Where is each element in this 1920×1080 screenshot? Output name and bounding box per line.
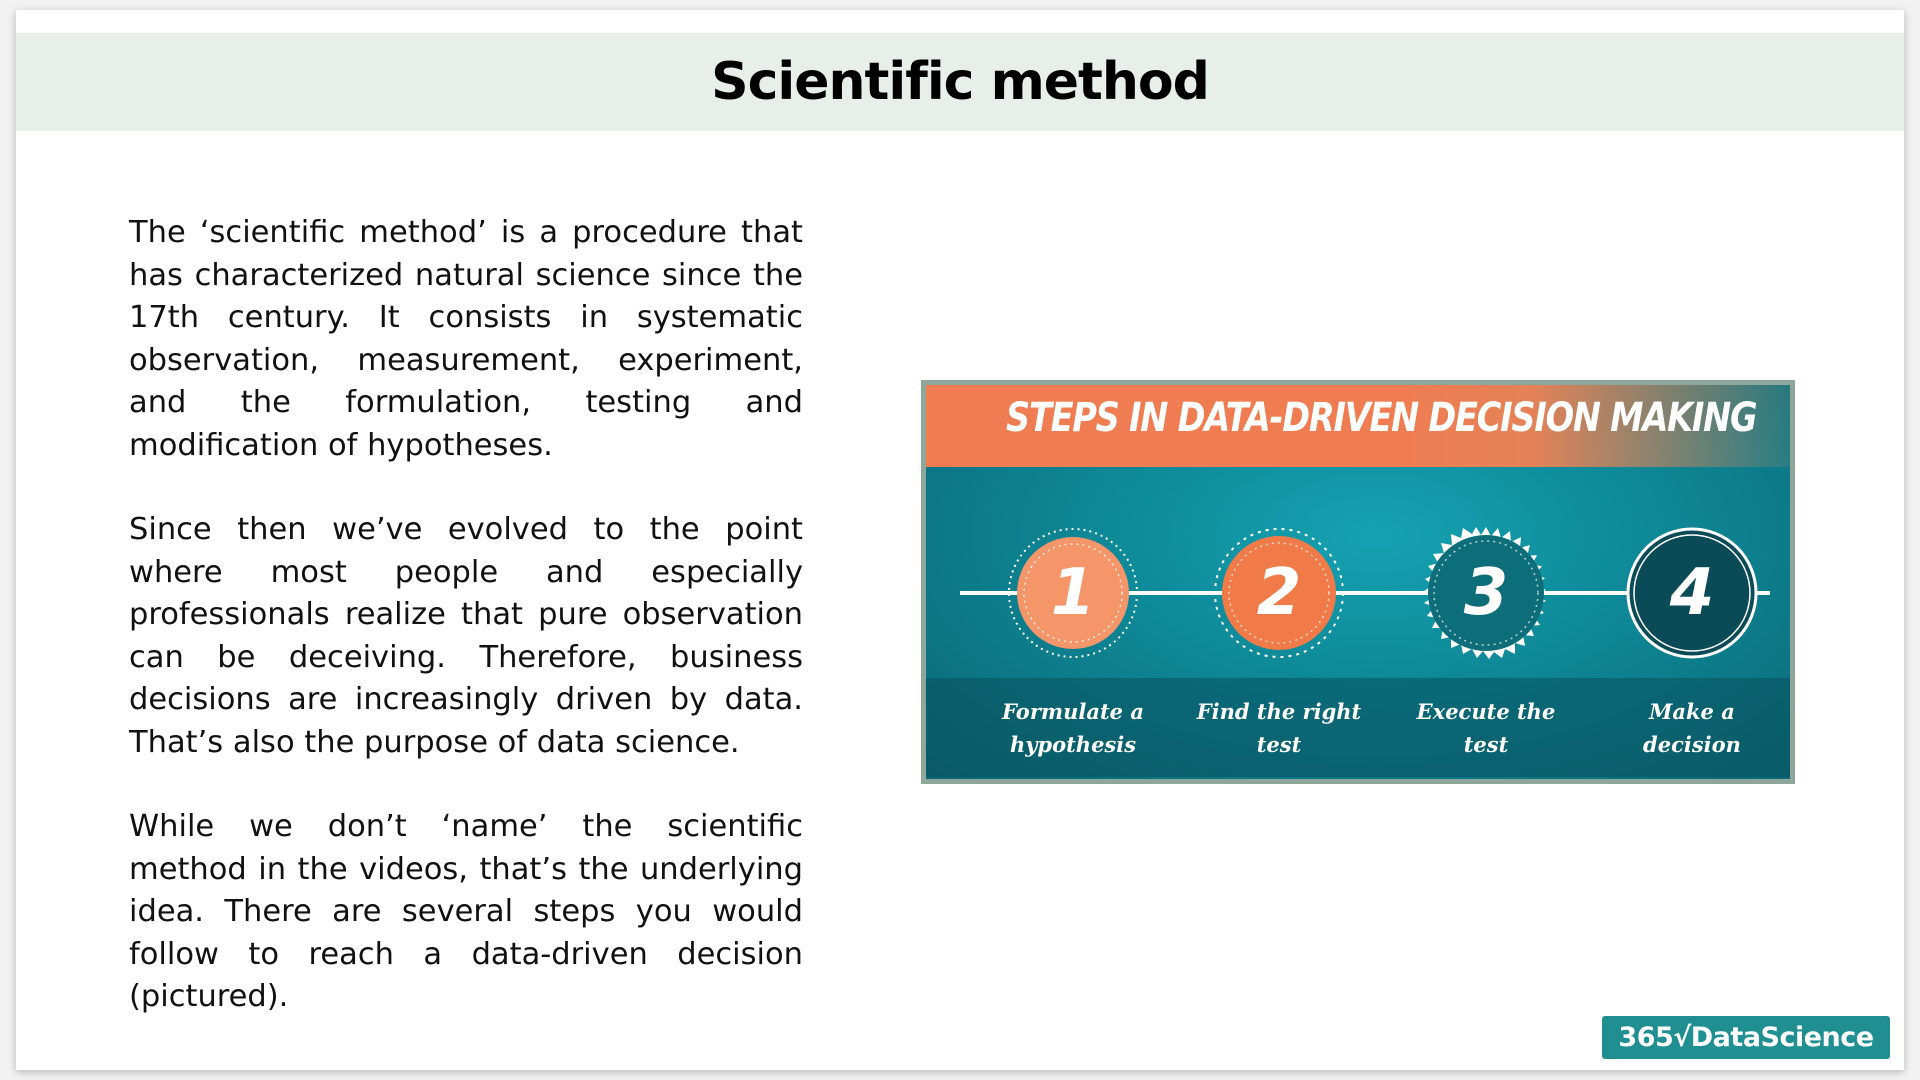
step-3 (1420, 527, 1552, 659)
paragraph: Since then we’ve evolved to the point where most people and especially professionals realize that pure observation can be deceiving. Therefore, business decisions are increasingly driven by data. That’s also the purpose of data science. (129, 512, 803, 760)
body-text (129, 212, 803, 1061)
step-1-number: 1 (1050, 556, 1096, 630)
infographic-title: STEPS IN DATA-DRIVEN DECISION MAKING (1006, 395, 1757, 441)
title-bar (16, 33, 1904, 131)
step-1-label: Formulate a hypothesis (1002, 699, 1144, 757)
step-3-number: 3 (1463, 556, 1509, 630)
step-2-label: Find the right test (1196, 699, 1362, 757)
brand-logo: 365√DataScience (1602, 1016, 1890, 1059)
infographic-header (926, 385, 1790, 467)
slide-title: Scientific method (711, 52, 1209, 112)
step-4 (1626, 527, 1758, 659)
step-4-number: 4 (1669, 556, 1715, 630)
paragraph: While we don’t ‘name’ the scientific method in the videos, that’s the underlying idea. There are several steps you would follow to reach a data-driven decision (pictured). (129, 809, 803, 1014)
step-1 (1007, 527, 1139, 659)
steps-infographic (921, 380, 1795, 784)
slide (16, 10, 1904, 1070)
step-3-label: Execute the test (1416, 699, 1556, 757)
step-2-number: 2 (1256, 556, 1302, 630)
step-4-label: Make a decision (1643, 699, 1741, 757)
paragraph: The ‘scientific method’ is a procedure that has characterized natural science since the 17th century. It consists in systematic observation, measurement, experiment, and the formulation, testing and modification of hypotheses. (129, 215, 803, 463)
step-2 (1213, 527, 1345, 659)
